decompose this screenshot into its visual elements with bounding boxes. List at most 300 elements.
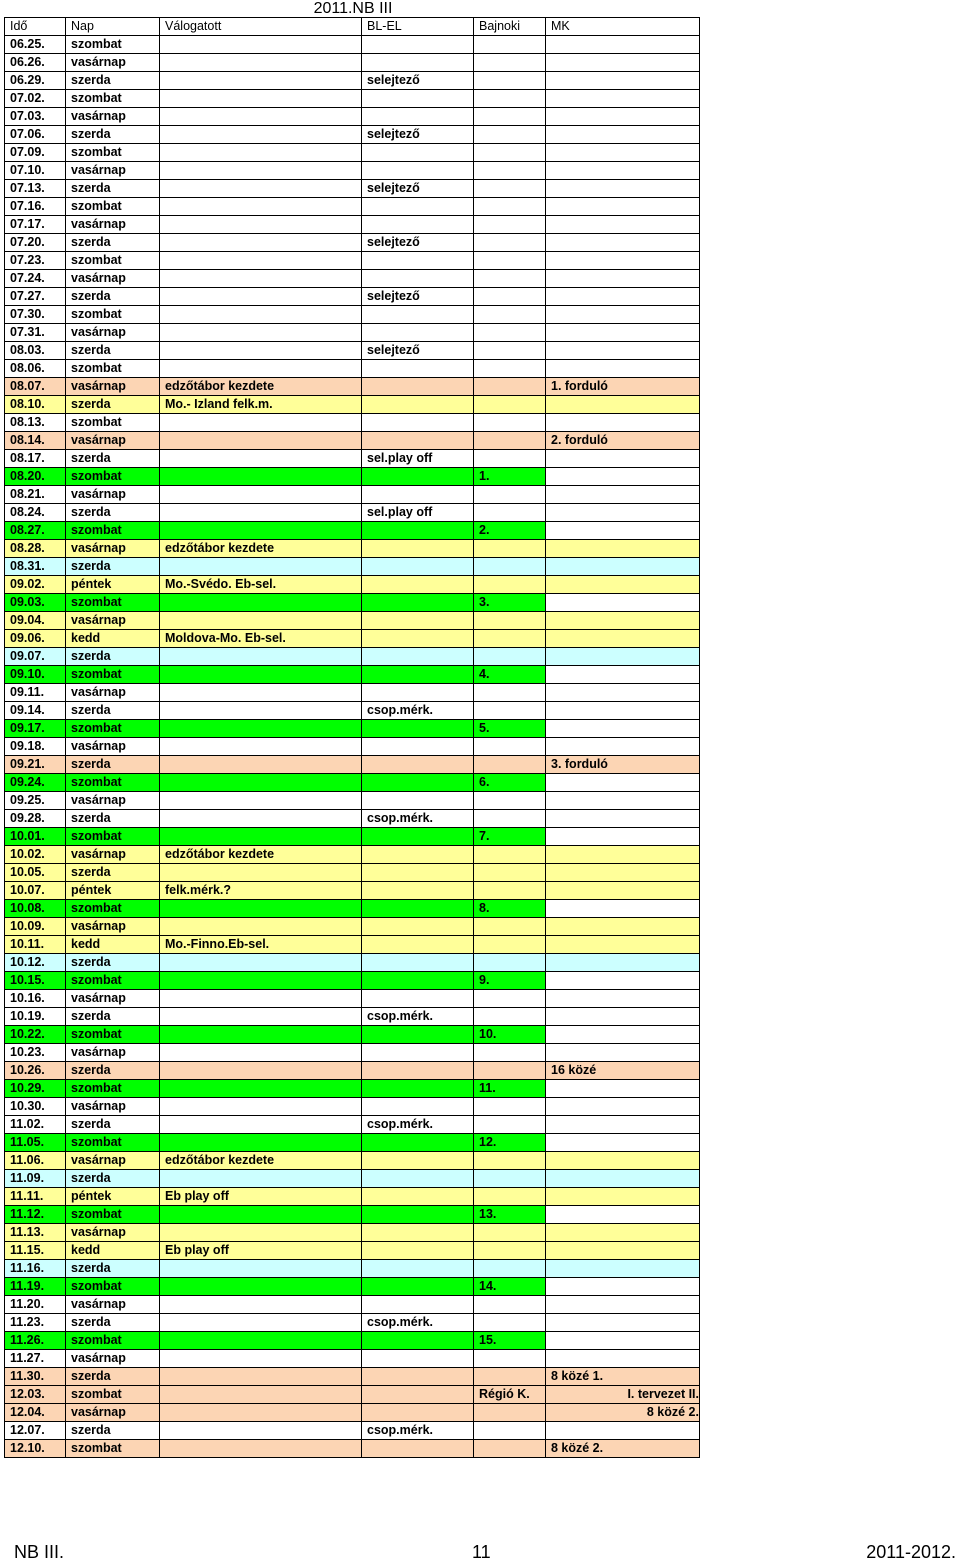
table-row <box>5 270 700 288</box>
day-cell: vasárnap <box>66 1044 160 1062</box>
league-cell: 1. <box>474 468 546 486</box>
league-cell <box>474 162 546 180</box>
date-cell: 08.31. <box>5 558 66 576</box>
cup-cell <box>546 306 700 324</box>
day-cell: vasárnap <box>66 1350 160 1368</box>
bl-el-cell <box>362 162 474 180</box>
table-row <box>5 396 700 414</box>
date-cell: 11.30. <box>5 1368 66 1386</box>
league-cell <box>474 738 546 756</box>
national-team-cell <box>160 342 362 360</box>
date-cell: 11.13. <box>5 1224 66 1242</box>
cup-cell <box>546 1422 700 1440</box>
day-cell: szerda <box>66 1008 160 1026</box>
date-cell: 10.02. <box>5 846 66 864</box>
national-team-cell <box>160 486 362 504</box>
footer-season: 2011-2012. <box>866 1542 956 1562</box>
cup-cell <box>546 198 700 216</box>
date-cell: 12.10. <box>5 1440 66 1458</box>
national-team-cell <box>160 252 362 270</box>
bl-el-cell <box>362 108 474 126</box>
national-team-cell <box>160 1206 362 1224</box>
footer-page-number: 11 <box>472 1542 491 1562</box>
day-cell: szerda <box>66 126 160 144</box>
day-cell: szombat <box>66 774 160 792</box>
league-cell <box>474 1116 546 1134</box>
day-cell: szerda <box>66 810 160 828</box>
day-cell: vasárnap <box>66 738 160 756</box>
table-row <box>5 846 700 864</box>
day-cell: szombat <box>66 1332 160 1350</box>
bl-el-cell <box>362 1368 474 1386</box>
bl-el-cell <box>362 630 474 648</box>
bl-el-cell <box>362 936 474 954</box>
table-row <box>5 756 700 774</box>
national-team-cell <box>160 810 362 828</box>
league-cell <box>474 1404 546 1422</box>
date-cell: 09.18. <box>5 738 66 756</box>
league-cell: 2. <box>474 522 546 540</box>
day-cell: szombat <box>66 1278 160 1296</box>
cup-cell <box>546 162 700 180</box>
day-cell: szombat <box>66 468 160 486</box>
date-cell: 10.07. <box>5 882 66 900</box>
table-row <box>5 252 700 270</box>
table-row <box>5 990 700 1008</box>
league-cell <box>474 1314 546 1332</box>
national-team-cell <box>160 594 362 612</box>
table-row <box>5 180 700 198</box>
national-team-cell <box>160 828 362 846</box>
day-cell: vasárnap <box>66 216 160 234</box>
table-row <box>5 1296 700 1314</box>
league-cell <box>474 540 546 558</box>
cup-cell <box>546 648 700 666</box>
national-team-cell <box>160 684 362 702</box>
national-team-cell <box>160 918 362 936</box>
day-cell: szombat <box>66 1386 160 1404</box>
national-team-cell: Mo.- Izland felk.m. <box>160 396 362 414</box>
table-row <box>5 414 700 432</box>
cup-cell <box>546 486 700 504</box>
day-cell: szerda <box>66 1116 160 1134</box>
national-team-cell <box>160 1008 362 1026</box>
league-cell <box>474 702 546 720</box>
bl-el-cell <box>362 432 474 450</box>
table-row <box>5 648 700 666</box>
cup-cell <box>546 594 700 612</box>
national-team-cell <box>160 324 362 342</box>
day-cell: vasárnap <box>66 324 160 342</box>
national-team-cell: edzőtábor kezdete <box>160 378 362 396</box>
cup-cell <box>546 954 700 972</box>
bl-el-cell <box>362 216 474 234</box>
bl-el-cell: selejtező <box>362 180 474 198</box>
day-cell: szombat <box>66 594 160 612</box>
table-row <box>5 1224 700 1242</box>
table-row <box>5 954 700 972</box>
day-cell: vasárnap <box>66 918 160 936</box>
bl-el-cell <box>362 954 474 972</box>
bl-el-cell <box>362 486 474 504</box>
national-team-cell <box>160 1098 362 1116</box>
day-cell: vasárnap <box>66 432 160 450</box>
table-row <box>5 504 700 522</box>
cup-cell <box>546 342 700 360</box>
day-cell: szerda <box>66 756 160 774</box>
national-team-cell <box>160 108 362 126</box>
cup-cell: 16 közé <box>546 1062 700 1080</box>
league-cell <box>474 882 546 900</box>
national-team-cell: edzőtábor kezdete <box>160 846 362 864</box>
league-cell <box>474 342 546 360</box>
league-cell <box>474 216 546 234</box>
cup-cell <box>546 1242 700 1260</box>
cup-cell <box>546 558 700 576</box>
table-row <box>5 972 700 990</box>
date-cell: 07.16. <box>5 198 66 216</box>
bl-el-cell <box>362 522 474 540</box>
date-cell: 08.21. <box>5 486 66 504</box>
table-row <box>5 1404 700 1422</box>
table-row <box>5 1080 700 1098</box>
bl-el-cell: selejtező <box>362 72 474 90</box>
league-cell <box>474 198 546 216</box>
national-team-cell <box>160 72 362 90</box>
bl-el-cell: selejtező <box>362 126 474 144</box>
day-cell: kedd <box>66 1242 160 1260</box>
national-team-cell <box>160 54 362 72</box>
cup-cell <box>546 1188 700 1206</box>
day-cell: szerda <box>66 504 160 522</box>
bl-el-cell <box>362 1224 474 1242</box>
date-cell: 11.11. <box>5 1188 66 1206</box>
day-cell: szombat <box>66 1134 160 1152</box>
cup-cell <box>546 468 700 486</box>
bl-el-cell <box>362 828 474 846</box>
league-cell <box>474 288 546 306</box>
bl-el-cell <box>362 774 474 792</box>
date-cell: 11.15. <box>5 1242 66 1260</box>
bl-el-cell <box>362 1242 474 1260</box>
cup-cell <box>546 1134 700 1152</box>
national-team-cell: edzőtábor kezdete <box>160 540 362 558</box>
bl-el-cell <box>362 594 474 612</box>
date-cell: 10.01. <box>5 828 66 846</box>
cup-cell: 2. forduló <box>546 432 700 450</box>
day-cell: szombat <box>66 414 160 432</box>
league-cell <box>474 36 546 54</box>
bl-el-cell <box>362 360 474 378</box>
league-cell <box>474 126 546 144</box>
date-cell: 10.26. <box>5 1062 66 1080</box>
cup-cell <box>546 810 700 828</box>
header-cell-bl-el: BL-EL <box>362 18 474 36</box>
national-team-cell <box>160 1062 362 1080</box>
table-row <box>5 936 700 954</box>
bl-el-cell <box>362 846 474 864</box>
league-cell <box>474 990 546 1008</box>
bl-el-cell <box>362 972 474 990</box>
league-cell <box>474 864 546 882</box>
league-cell <box>474 1350 546 1368</box>
cup-cell <box>546 900 700 918</box>
league-cell <box>474 234 546 252</box>
national-team-cell <box>160 1278 362 1296</box>
date-cell: 09.06. <box>5 630 66 648</box>
table-row <box>5 774 700 792</box>
date-cell: 07.30. <box>5 306 66 324</box>
date-cell: 08.14. <box>5 432 66 450</box>
day-cell: szombat <box>66 144 160 162</box>
table-row <box>5 666 700 684</box>
table-row <box>5 1044 700 1062</box>
table-row <box>5 1206 700 1224</box>
date-cell: 09.21. <box>5 756 66 774</box>
table-row <box>5 144 700 162</box>
date-cell: 09.28. <box>5 810 66 828</box>
national-team-cell <box>160 792 362 810</box>
table-row <box>5 1260 700 1278</box>
table-row <box>5 684 700 702</box>
bl-el-cell <box>362 576 474 594</box>
table-row <box>5 1242 700 1260</box>
bl-el-cell <box>362 1044 474 1062</box>
date-cell: 10.30. <box>5 1098 66 1116</box>
bl-el-cell <box>362 1152 474 1170</box>
national-team-cell <box>160 1224 362 1242</box>
table-row <box>5 900 700 918</box>
cup-cell: 8 közé 2. <box>546 1440 700 1458</box>
national-team-cell <box>160 702 362 720</box>
national-team-cell <box>160 1386 362 1404</box>
bl-el-cell <box>362 738 474 756</box>
league-cell <box>474 504 546 522</box>
bl-el-cell <box>362 1026 474 1044</box>
table-row <box>5 360 700 378</box>
league-cell: 7. <box>474 828 546 846</box>
table-row <box>5 108 700 126</box>
cup-cell <box>546 108 700 126</box>
cup-cell <box>546 504 700 522</box>
bl-el-cell <box>362 90 474 108</box>
bl-el-cell <box>362 252 474 270</box>
date-cell: 10.16. <box>5 990 66 1008</box>
cup-cell <box>546 540 700 558</box>
national-team-cell <box>160 306 362 324</box>
bl-el-cell <box>362 864 474 882</box>
date-cell: 09.02. <box>5 576 66 594</box>
day-cell: szerda <box>66 1314 160 1332</box>
table-row <box>5 1062 700 1080</box>
cup-cell <box>546 1044 700 1062</box>
date-cell: 10.12. <box>5 954 66 972</box>
cup-cell <box>546 1350 700 1368</box>
cup-cell <box>546 1296 700 1314</box>
league-cell <box>474 648 546 666</box>
national-team-cell <box>160 774 362 792</box>
day-cell: szerda <box>66 1260 160 1278</box>
date-cell: 12.04. <box>5 1404 66 1422</box>
table-row <box>5 198 700 216</box>
league-cell <box>474 432 546 450</box>
date-cell: 07.31. <box>5 324 66 342</box>
national-team-cell <box>160 90 362 108</box>
day-cell: szerda <box>66 342 160 360</box>
day-cell: vasárnap <box>66 846 160 864</box>
day-cell: szombat <box>66 252 160 270</box>
day-cell: vasárnap <box>66 1404 160 1422</box>
day-cell: szerda <box>66 1368 160 1386</box>
day-cell: vasárnap <box>66 108 160 126</box>
table-row <box>5 522 700 540</box>
bl-el-cell <box>362 882 474 900</box>
league-cell <box>474 1044 546 1062</box>
table-row <box>5 342 700 360</box>
date-cell: 11.02. <box>5 1116 66 1134</box>
date-cell: 09.17. <box>5 720 66 738</box>
day-cell: szombat <box>66 198 160 216</box>
national-team-cell <box>160 1026 362 1044</box>
cup-cell <box>546 126 700 144</box>
date-cell: 09.04. <box>5 612 66 630</box>
national-team-cell <box>160 468 362 486</box>
table-row <box>5 1170 700 1188</box>
bl-el-cell <box>362 270 474 288</box>
cup-cell <box>546 1026 700 1044</box>
date-cell: 09.07. <box>5 648 66 666</box>
date-cell: 07.13. <box>5 180 66 198</box>
bl-el-cell <box>362 1080 474 1098</box>
date-cell: 07.06. <box>5 126 66 144</box>
bl-el-cell <box>362 1278 474 1296</box>
cup-cell <box>546 1278 700 1296</box>
day-cell: vasárnap <box>66 54 160 72</box>
league-cell <box>474 180 546 198</box>
date-cell: 10.23. <box>5 1044 66 1062</box>
league-cell <box>474 396 546 414</box>
national-team-cell <box>160 756 362 774</box>
cup-cell <box>546 180 700 198</box>
table-row <box>5 432 700 450</box>
national-team-cell <box>160 522 362 540</box>
bl-el-cell: selejtező <box>362 234 474 252</box>
day-cell: péntek <box>66 882 160 900</box>
date-cell: 06.29. <box>5 72 66 90</box>
date-cell: 07.24. <box>5 270 66 288</box>
date-cell: 07.20. <box>5 234 66 252</box>
table-row <box>5 828 700 846</box>
date-cell: 09.11. <box>5 684 66 702</box>
table-row <box>5 54 700 72</box>
day-cell: szerda <box>66 1062 160 1080</box>
national-team-cell <box>160 36 362 54</box>
day-cell: szerda <box>66 180 160 198</box>
national-team-cell <box>160 126 362 144</box>
bl-el-cell <box>362 1296 474 1314</box>
table-row <box>5 36 700 54</box>
table-row <box>5 1152 700 1170</box>
date-cell: 11.20. <box>5 1296 66 1314</box>
date-cell: 08.10. <box>5 396 66 414</box>
table-row <box>5 468 700 486</box>
date-cell: 11.16. <box>5 1260 66 1278</box>
day-cell: szombat <box>66 360 160 378</box>
bl-el-cell <box>362 1134 474 1152</box>
national-team-cell <box>160 1404 362 1422</box>
cup-cell <box>546 252 700 270</box>
national-team-cell <box>160 1116 362 1134</box>
national-team-cell: Mo.-Svédo. Eb-sel. <box>160 576 362 594</box>
cup-cell <box>546 738 700 756</box>
national-team-cell <box>160 216 362 234</box>
bl-el-cell <box>362 666 474 684</box>
date-cell: 08.28. <box>5 540 66 558</box>
league-cell <box>474 1008 546 1026</box>
day-cell: szerda <box>66 72 160 90</box>
cup-cell <box>546 1260 700 1278</box>
day-cell: szerda <box>66 1422 160 1440</box>
cup-cell <box>546 792 700 810</box>
date-cell: 08.13. <box>5 414 66 432</box>
national-team-cell <box>160 504 362 522</box>
bl-el-cell: csop.mérk. <box>362 810 474 828</box>
table-row <box>5 306 700 324</box>
league-cell <box>474 486 546 504</box>
date-cell: 11.06. <box>5 1152 66 1170</box>
date-cell: 07.09. <box>5 144 66 162</box>
cup-cell <box>546 702 700 720</box>
day-cell: kedd <box>66 936 160 954</box>
date-cell: 10.11. <box>5 936 66 954</box>
table-row <box>5 1116 700 1134</box>
league-cell <box>474 810 546 828</box>
date-cell: 11.09. <box>5 1170 66 1188</box>
day-cell: szombat <box>66 1440 160 1458</box>
cup-cell <box>546 270 700 288</box>
day-cell: vasárnap <box>66 162 160 180</box>
bl-el-cell <box>362 306 474 324</box>
day-cell: vasárnap <box>66 990 160 1008</box>
cup-cell: 1. forduló <box>546 378 700 396</box>
cup-cell <box>546 972 700 990</box>
national-team-cell <box>160 612 362 630</box>
cup-cell <box>546 828 700 846</box>
table-row <box>5 558 700 576</box>
page-title: 2011.NB III <box>313 0 393 17</box>
bl-el-cell <box>362 1404 474 1422</box>
day-cell: vasárnap <box>66 378 160 396</box>
day-cell: vasárnap <box>66 1098 160 1116</box>
league-cell <box>474 414 546 432</box>
table-row <box>5 1008 700 1026</box>
league-cell <box>474 378 546 396</box>
date-cell: 07.27. <box>5 288 66 306</box>
date-cell: 08.20. <box>5 468 66 486</box>
day-cell: szombat <box>66 1026 160 1044</box>
date-cell: 12.03. <box>5 1386 66 1404</box>
cup-cell <box>546 522 700 540</box>
cup-cell <box>546 936 700 954</box>
header-cell-ido: Idő <box>5 18 66 36</box>
national-team-cell <box>160 1440 362 1458</box>
cup-cell <box>546 864 700 882</box>
table-row <box>5 594 700 612</box>
cup-cell <box>546 324 700 342</box>
national-team-cell <box>160 990 362 1008</box>
national-team-cell <box>160 1350 362 1368</box>
table-row <box>5 1314 700 1332</box>
